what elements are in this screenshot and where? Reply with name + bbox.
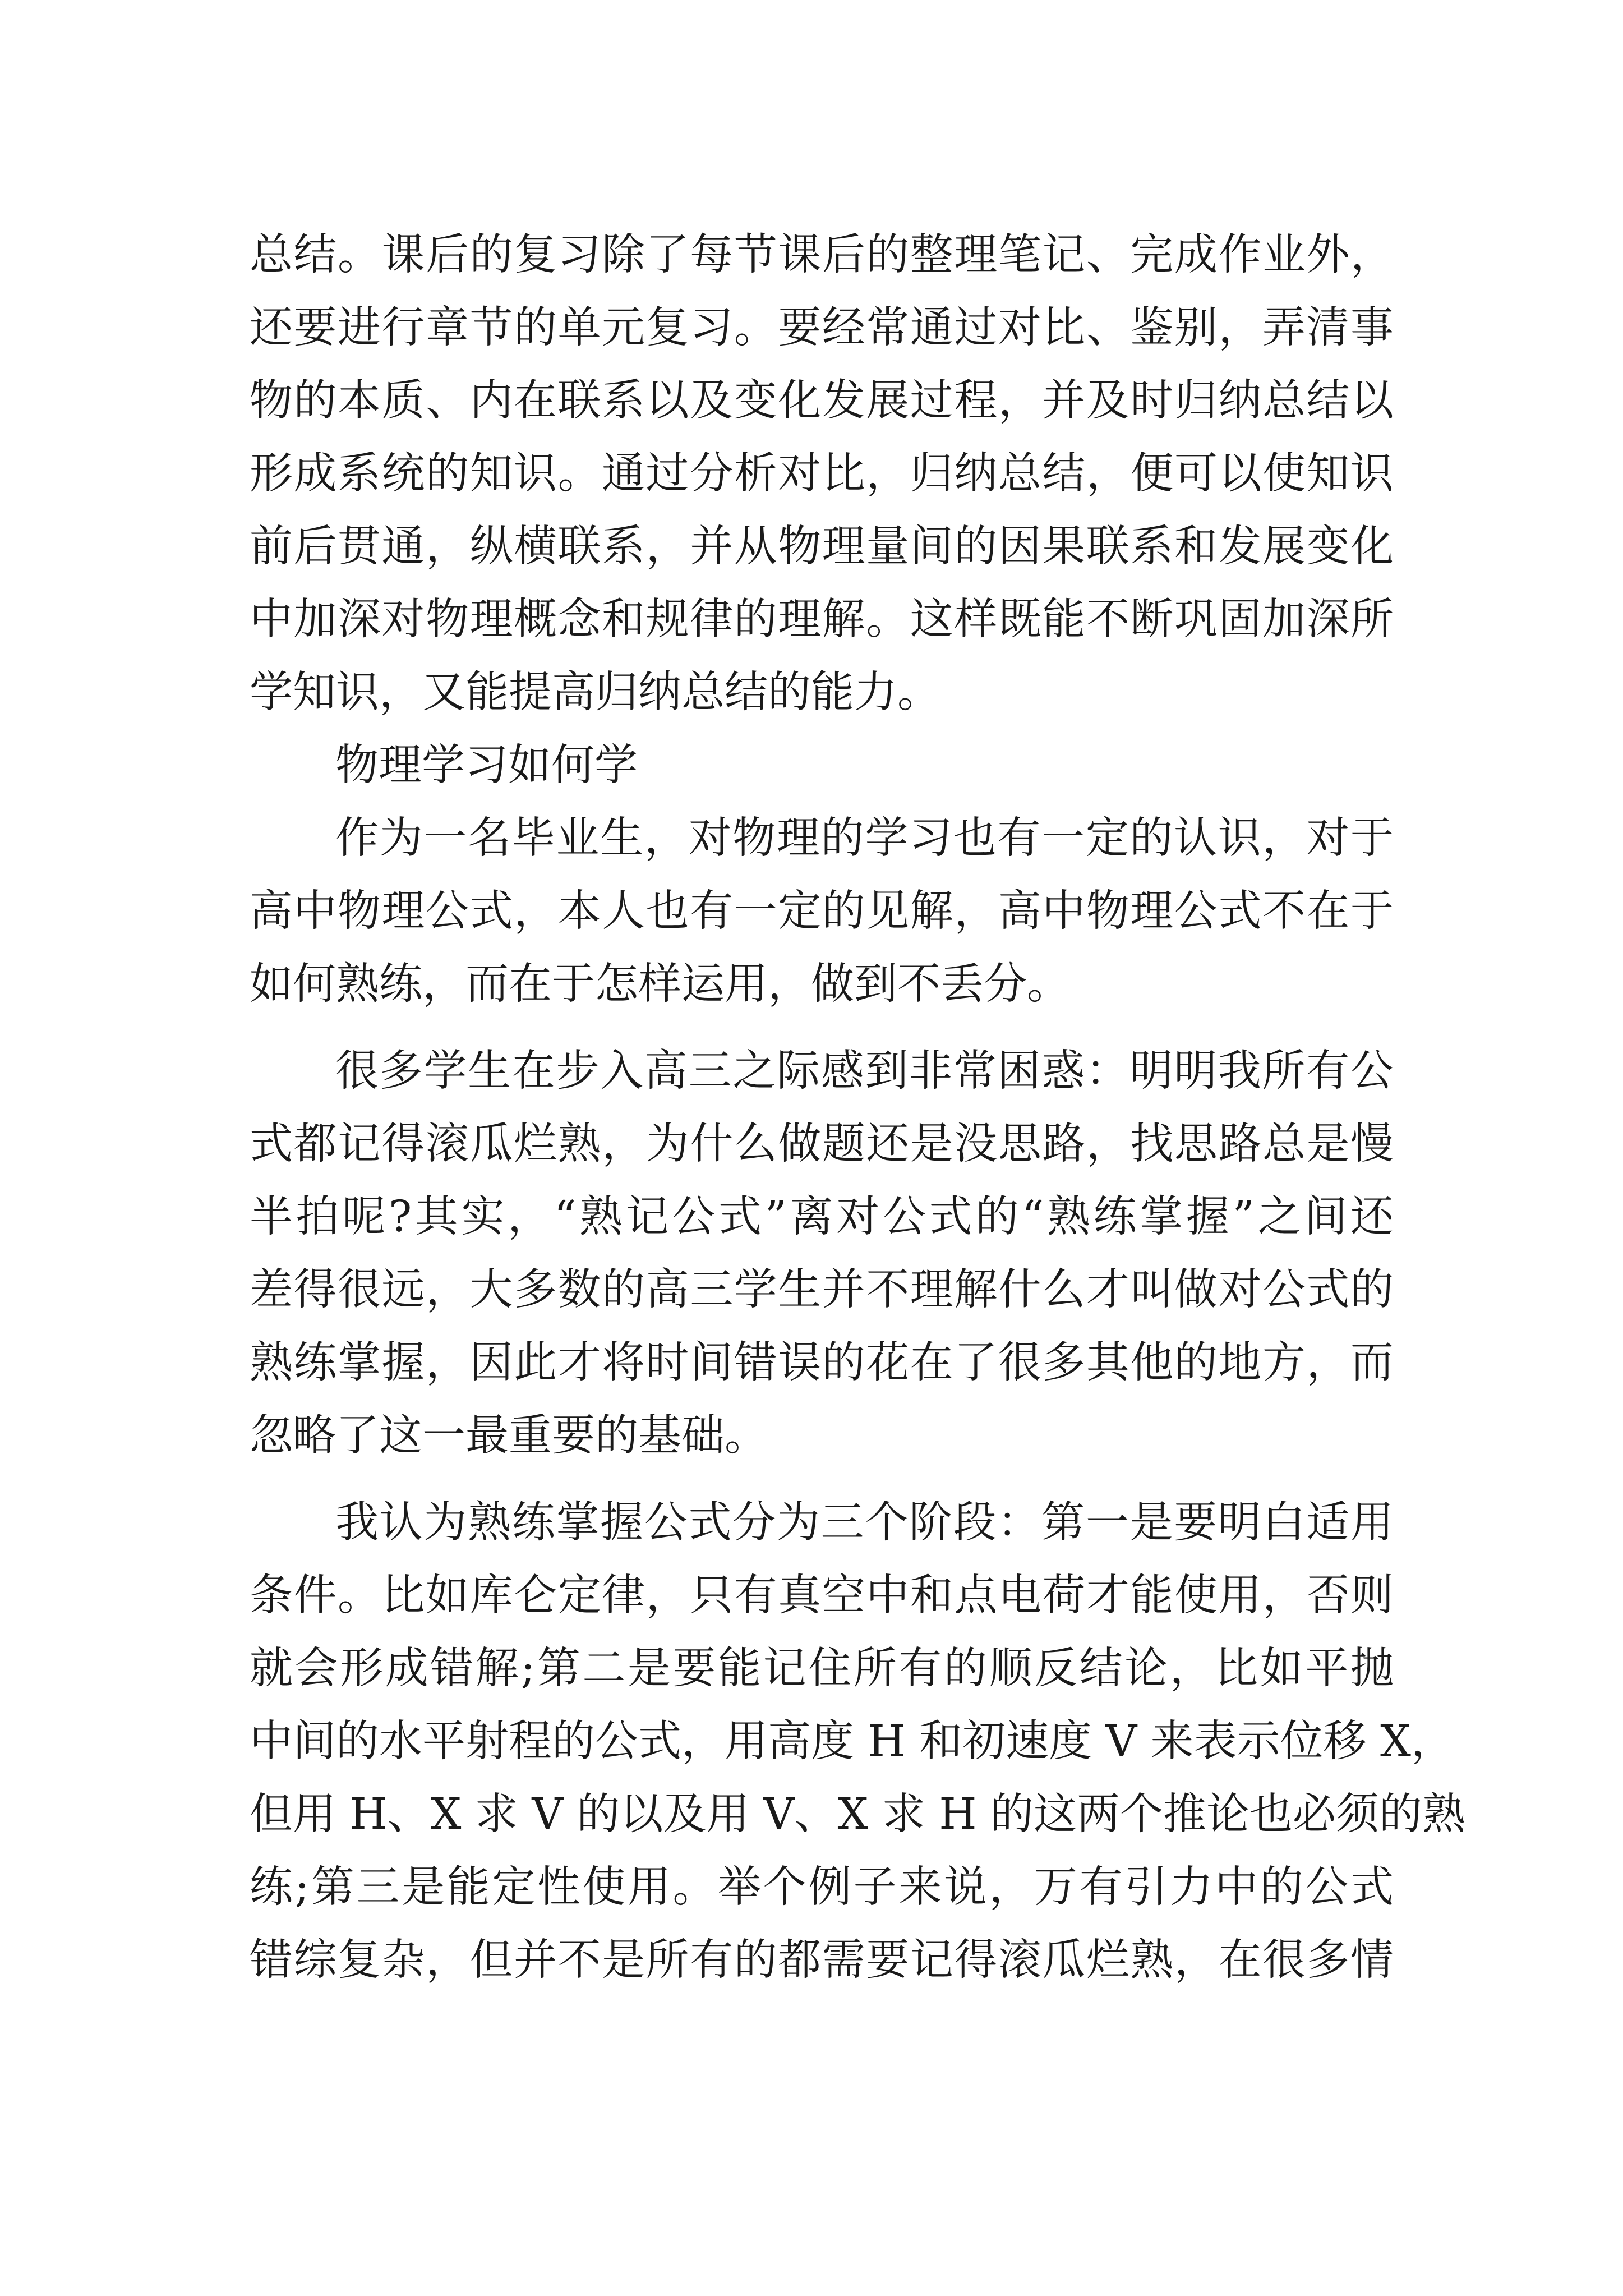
paragraph-3-line-5: 熟练掌握，因此才将时间错误的花在了很多其他的地方，而	[250, 1338, 1394, 1388]
paragraph-1-line-5: 前后贯通，纵横联系，并从物理量间的因果联系和发展变化	[250, 522, 1394, 572]
paragraph-4-line-4: 中间的水平射程的公式，用高度 H 和初速度 V 来表示位移 X，	[250, 1717, 1454, 1766]
paragraph-4-line-3: 就会形成错解;第二是要能记住所有的顺反结论，比如平抛	[250, 1644, 1394, 1694]
paragraph-4-line-1: 我认为熟练掌握公式分为三个阶段：第一是要明白适用	[335, 1498, 1394, 1548]
paragraph-1-line-6: 中加深对物理概念和规律的理解。这样既能不断巩固加深所	[250, 595, 1394, 645]
paragraph-2-line-1: 作为一名毕业生，对物理的学习也有一定的认识，对于	[335, 813, 1394, 863]
paragraph-1-line-4: 形成系统的知识。通过分析对比，归纳总结，便可以使知识	[250, 449, 1394, 499]
paragraph-2-line-2: 高中物理公式，本人也有一定的见解，高中物理公式不在于	[250, 886, 1394, 936]
paragraph-4-line-7: 错综复杂，但并不是所有的都需要记得滚瓜烂熟，在很多情	[250, 1935, 1394, 1985]
paragraph-3-line-1: 很多学生在步入高三之际感到非常困惑：明明我所有公	[335, 1046, 1394, 1096]
paragraph-4-line-6: 练;第三是能定性使用。举个例子来说，万有引力中的公式	[250, 1862, 1394, 1912]
paragraph-2-line-3: 如何熟练，而在于怎样运用，做到不丢分。	[250, 959, 1070, 1009]
section-heading: 物理学习如何学	[335, 740, 638, 790]
paragraph-4-line-2: 条件。比如库仑定律，只有真空中和点电荷才能使用，否则	[250, 1571, 1394, 1621]
paragraph-1-line-2: 还要进行章节的单元复习。要经常通过对比、鉴别，弄清事	[250, 303, 1394, 353]
paragraph-3-line-2: 式都记得滚瓜烂熟，为什么做题还是没思路，找思路总是慢	[250, 1119, 1394, 1169]
paragraph-1-line-3: 物的本质、内在联系以及变化发展过程，并及时归纳总结以	[250, 376, 1394, 426]
paragraph-3-line-3: 半拍呢?其实，“熟记公式”离对公式的“熟练掌握”之间还	[250, 1192, 1394, 1242]
paragraph-3-line-6: 忽略了这一最重要的基础。	[250, 1411, 768, 1461]
paragraph-1-line-7: 学知识，又能提高归纳总结的能力。	[250, 668, 940, 717]
paragraph-1-line-1: 总结。课后的复习除了每节课后的整理笔记、完成作业外，	[250, 230, 1394, 280]
paragraph-3-line-4: 差得很远，大多数的高三学生并不理解什么才叫做对公式的	[250, 1265, 1394, 1315]
paragraph-4-line-5: 但用 H、X 求 V 的以及用 V、X 求 H 的这两个推论也必须的熟	[250, 1789, 1465, 1839]
